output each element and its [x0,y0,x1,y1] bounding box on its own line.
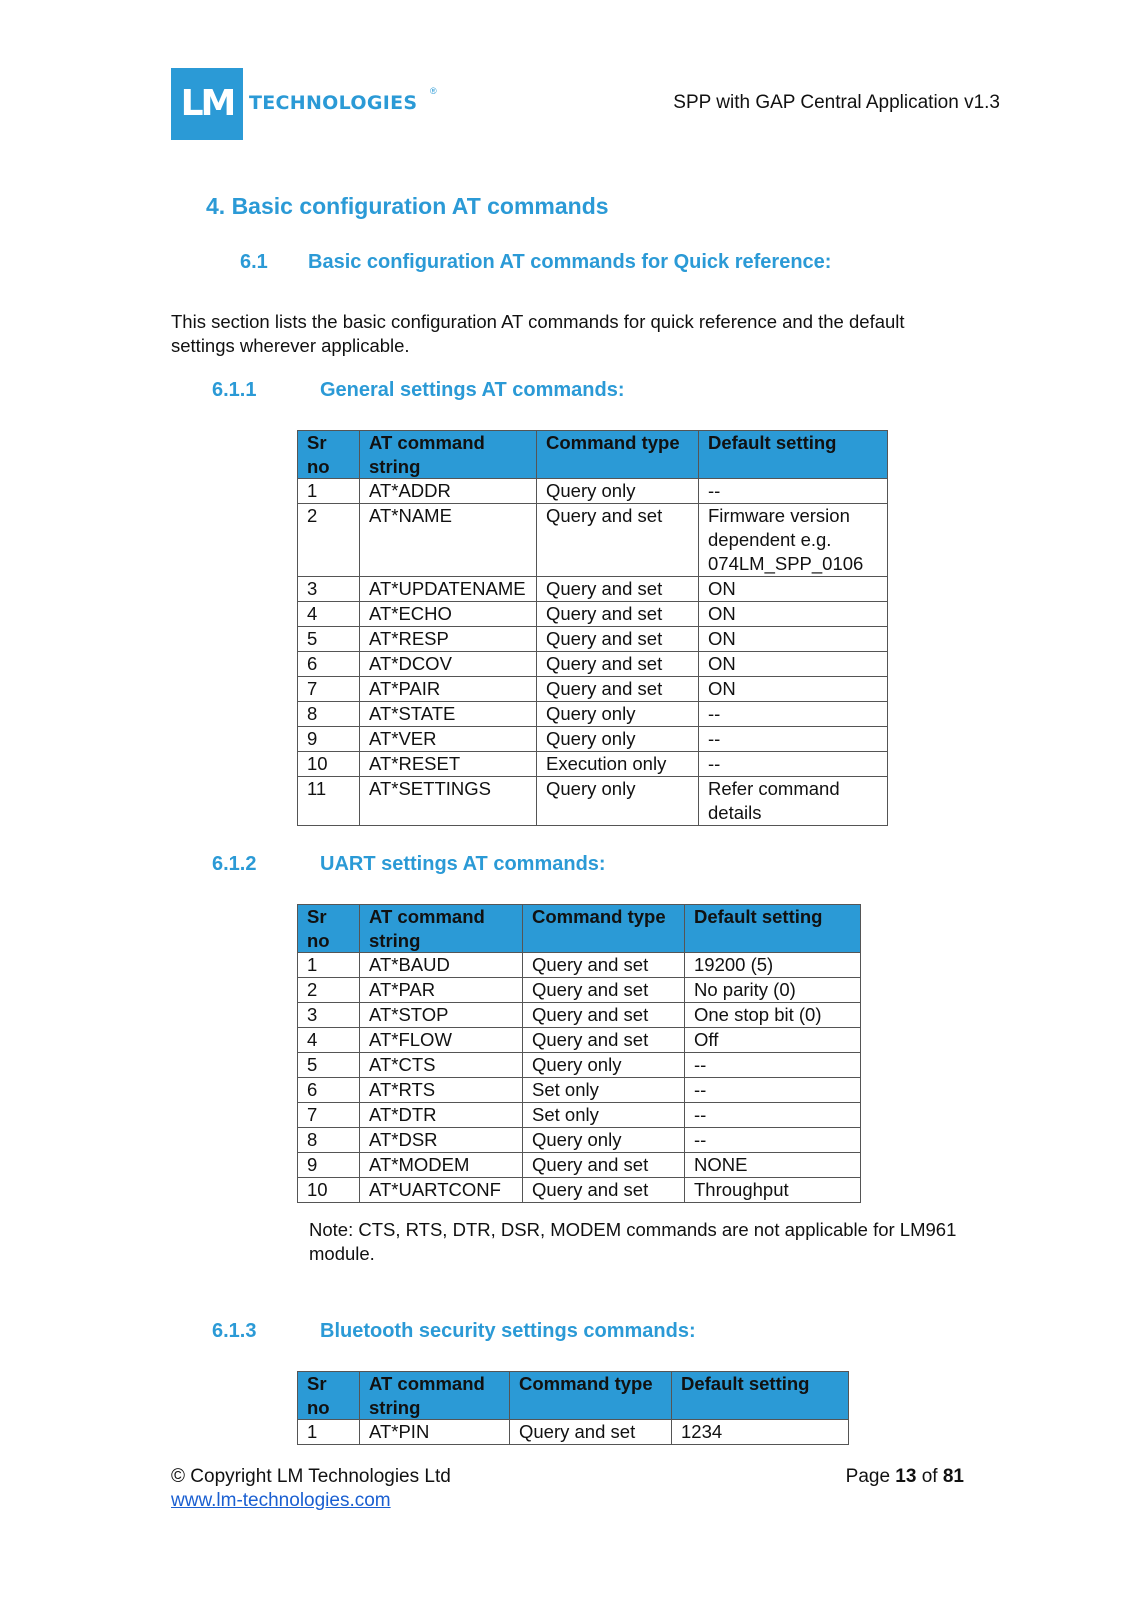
table-row [298,1103,861,1128]
header-at-command: AT command string [360,905,523,953]
general-title: General settings AT commands: [320,379,625,401]
table-row [298,1153,861,1178]
table-row [298,627,888,652]
cell-default-setting: -- [685,1053,861,1078]
subsection-title: Basic configuration AT commands for Quick reference: [308,251,832,273]
cell-command-type: Query only [537,702,699,727]
header-default-setting: Default setting [685,905,861,953]
cell-command-type: Query and set [510,1420,672,1445]
cell-at-command: AT*PAIR [360,677,537,702]
cell-at-command: AT*RTS [360,1078,523,1103]
cell-command-type: Query and set [523,953,685,978]
header-at-command: AT command string [360,431,537,479]
cell-command-type: Query only [537,479,699,504]
table-header-row [298,1372,849,1420]
cell-command-type: Query and set [537,652,699,677]
cell-at-command: AT*BAUD [360,953,523,978]
table-row [298,602,888,627]
cell-sr-no: 10 [298,752,360,777]
cell-sr-no: 4 [298,1028,360,1053]
table-row [298,677,888,702]
page-current: 13 [895,1466,917,1487]
cell-default-setting: -- [699,727,888,752]
cell-sr-no: 9 [298,1153,360,1178]
general-settings-table [297,430,888,826]
cell-at-command: AT*MODEM [360,1153,523,1178]
header-sr-no: Sr no [298,431,360,479]
table-row [298,1003,861,1028]
cell-default-setting: NONE [685,1153,861,1178]
table-row [298,727,888,752]
cell-sr-no: 6 [298,652,360,677]
table-row [298,978,861,1003]
table-row [298,577,888,602]
cell-at-command: AT*NAME [360,504,537,577]
security-number: 6.1.3 [212,1320,257,1342]
cell-at-command: AT*STOP [360,1003,523,1028]
cell-command-type: Query and set [523,1178,685,1203]
table-row [298,752,888,777]
table-row [298,1178,861,1203]
cell-at-command: AT*PIN [360,1420,510,1445]
table-row [298,504,888,577]
cell-at-command: AT*UARTCONF [360,1178,523,1203]
cell-default-setting: No parity (0) [685,978,861,1003]
header-command-type: Command type [510,1372,672,1420]
cell-command-type: Query and set [537,504,699,577]
cell-default-setting: ON [699,652,888,677]
header-sr-no: Sr no [298,905,360,953]
logo-mark: LM [171,68,243,140]
table-row [298,1420,849,1445]
table-row [298,1053,861,1078]
cell-at-command: AT*UPDATENAME [360,577,537,602]
cell-default-setting: Off [685,1028,861,1053]
cell-sr-no: 8 [298,1128,360,1153]
table-row [298,1028,861,1053]
cell-command-type: Query and set [537,627,699,652]
cell-default-setting: -- [699,752,888,777]
cell-at-command: AT*RESET [360,752,537,777]
table-row [298,702,888,727]
cell-command-type: Query only [523,1053,685,1078]
header-command-type: Command type [537,431,699,479]
section-heading: 4. Basic configuration AT commands [206,193,609,219]
cell-command-type: Query and set [537,577,699,602]
footer-page-number [846,1466,964,1488]
cell-at-command: AT*RESP [360,627,537,652]
cell-at-command: AT*FLOW [360,1028,523,1053]
cell-at-command: AT*DTR [360,1103,523,1128]
table-row [298,953,861,978]
header-default-setting: Default setting [699,431,888,479]
cell-sr-no: 5 [298,627,360,652]
cell-command-type: Query only [523,1128,685,1153]
page-of: of [921,1466,938,1487]
uart-note: Note: CTS, RTS, DTR, DSR, MODEM commands are not applicable for LM961 module. [309,1219,957,1264]
cell-default-setting: 1234 [672,1420,849,1445]
intro-paragraph: This section lists the basic configuration AT commands for quick reference and the default settings wherever applicable. [171,311,905,356]
logo-wordmark: TECHNOLOGIES [249,92,418,114]
security-settings-table [297,1371,849,1445]
cell-at-command: AT*SETTINGS [360,777,537,826]
cell-default-setting: -- [699,702,888,727]
cell-sr-no: 10 [298,1178,360,1203]
table-header-row [298,905,861,953]
header-default-setting: Default setting [672,1372,849,1420]
cell-command-type: Query and set [537,677,699,702]
table-row [298,1128,861,1153]
cell-default-setting: -- [685,1128,861,1153]
header-command-type: Command type [523,905,685,953]
cell-default-setting: One stop bit (0) [685,1003,861,1028]
cell-command-type: Query only [537,727,699,752]
cell-default-setting: ON [699,602,888,627]
cell-sr-no: 11 [298,777,360,826]
cell-default-setting: Refer command details [699,777,888,826]
document-title: SPP with GAP Central Application v1.3 [673,92,1000,113]
table-row [298,1078,861,1103]
cell-default-setting: Firmware version dependent e.g. 074LM_SPP_0106 [699,504,888,577]
cell-at-command: AT*DSR [360,1128,523,1153]
cell-sr-no: 2 [298,504,360,577]
uart-title: UART settings AT commands: [320,853,606,875]
cell-command-type: Query only [537,777,699,826]
cell-command-type: Query and set [537,602,699,627]
cell-command-type: Set only [523,1103,685,1128]
cell-sr-no: 7 [298,1103,360,1128]
cell-command-type: Query and set [523,1028,685,1053]
page-total: 81 [942,1466,964,1487]
subsection-number: 6.1 [240,251,268,273]
cell-sr-no: 1 [298,479,360,504]
cell-command-type: Execution only [537,752,699,777]
cell-default-setting: -- [685,1078,861,1103]
cell-default-setting: ON [699,677,888,702]
table-row [298,777,888,826]
general-number: 6.1.1 [212,379,257,401]
uart-number: 6.1.2 [212,853,257,875]
cell-sr-no: 9 [298,727,360,752]
cell-default-setting: -- [685,1103,861,1128]
cell-sr-no: 6 [298,1078,360,1103]
cell-sr-no: 3 [298,577,360,602]
cell-sr-no: 7 [298,677,360,702]
header-at-command: AT command string [360,1372,510,1420]
cell-sr-no: 1 [298,1420,360,1445]
cell-at-command: AT*PAR [360,978,523,1003]
cell-at-command: AT*DCOV [360,652,537,677]
footer-copyright: © Copyright LM Technologies Ltd [171,1466,451,1487]
cell-sr-no: 3 [298,1003,360,1028]
footer-website-link[interactable]: www.lm-technologies.com [171,1490,391,1511]
cell-at-command: AT*STATE [360,702,537,727]
security-title: Bluetooth security settings commands: [320,1320,696,1342]
table-row [298,479,888,504]
cell-at-command: AT*ADDR [360,479,537,504]
page-label: Page [845,1466,891,1487]
cell-command-type: Query and set [523,978,685,1003]
cell-at-command: AT*CTS [360,1053,523,1078]
uart-settings-table [297,904,861,1203]
cell-default-setting: 19200 (5) [685,953,861,978]
table-header-row [298,431,888,479]
cell-default-setting: -- [699,479,888,504]
header-sr-no: Sr no [298,1372,360,1420]
cell-command-type: Query and set [523,1153,685,1178]
cell-default-setting: Throughput [685,1178,861,1203]
cell-default-setting: ON [699,577,888,602]
cell-sr-no: 1 [298,953,360,978]
cell-sr-no: 2 [298,978,360,1003]
cell-at-command: AT*ECHO [360,602,537,627]
cell-command-type: Query and set [523,1003,685,1028]
cell-command-type: Set only [523,1078,685,1103]
cell-at-command: AT*VER [360,727,537,752]
cell-sr-no: 5 [298,1053,360,1078]
cell-sr-no: 4 [298,602,360,627]
logo-registered-mark: ® [430,86,437,96]
table-row [298,652,888,677]
cell-default-setting: ON [699,627,888,652]
cell-sr-no: 8 [298,702,360,727]
